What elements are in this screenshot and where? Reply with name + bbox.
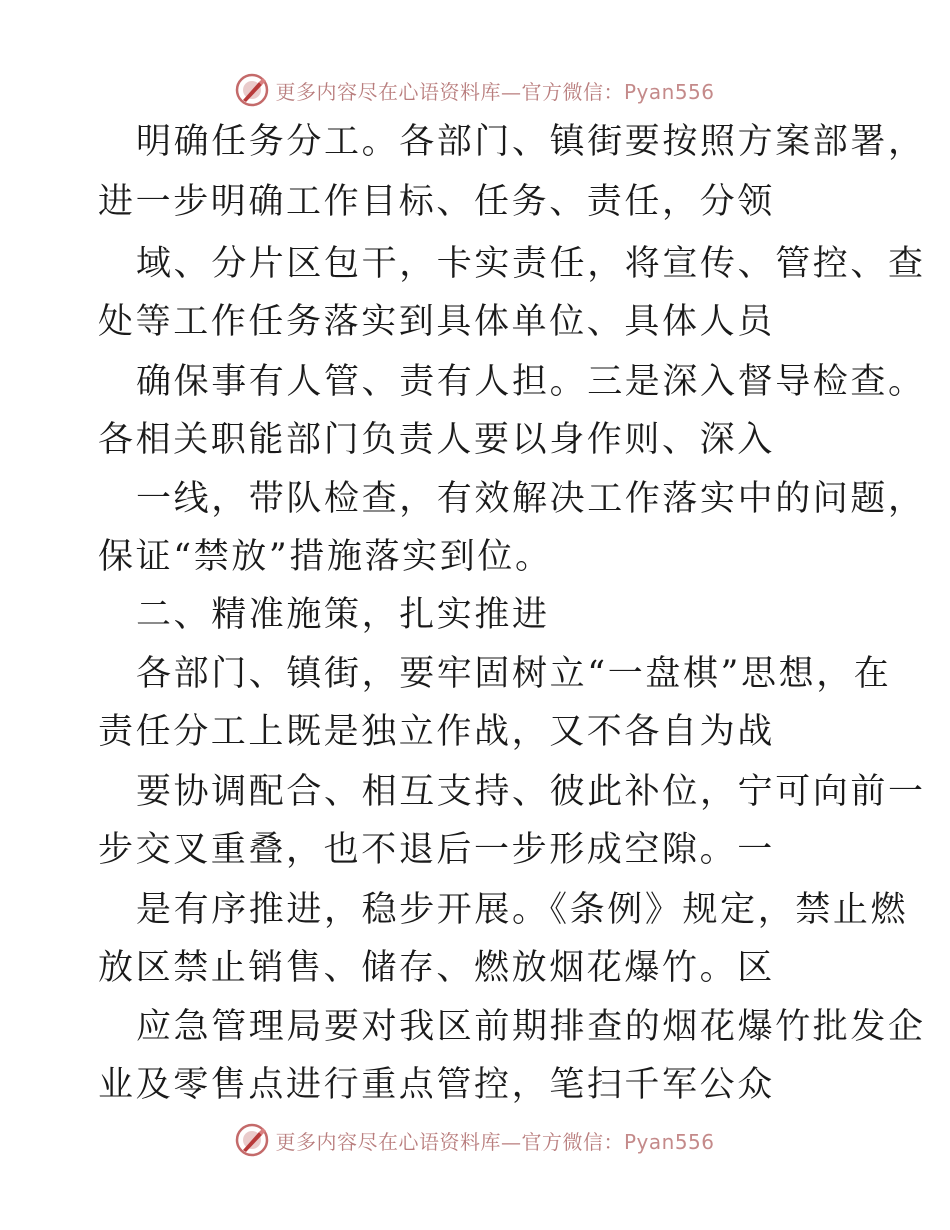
text-line: 域、分片区包干，卡实责任，将宣传、管控、查	[136, 244, 926, 284]
watermark-header	[0, 70, 950, 110]
watermark-text: 更多内容尽在心语资料库—官方微信：Pyan556	[275, 79, 715, 104]
watermark-text: 更多内容尽在心语资料库—官方微信：Pyan556	[275, 1129, 715, 1154]
text-line: 放区禁止销售、储存、燃放烟花爆竹。区	[98, 948, 775, 988]
text-line: 进一步明确工作目标、任务、责任，分领	[98, 182, 775, 222]
pen-logo-icon	[235, 73, 269, 107]
wechat-id: Pyan556	[623, 79, 715, 104]
text-line: 应急管理局要对我区前期排查的烟花爆竹批发企	[136, 1007, 926, 1047]
text-line: 是有序推进，稳步开展。《条例》规定，禁止燃	[136, 890, 909, 930]
text-line: 保证“禁放”措施落实到位。	[98, 537, 553, 577]
text-line: 业及零售点进行重点管控，笔扫千军公众	[98, 1065, 775, 1105]
text-line: 责任分工上既是独立作战，又不各自为战	[98, 712, 775, 752]
text-line: 确保事有人管、责有人担。三是深入督导检查。	[136, 362, 926, 402]
pen-logo-icon	[235, 1123, 269, 1157]
watermark-footer	[0, 1120, 950, 1160]
text-line: 明确任务分工。各部门、镇街要按照方案部署，	[136, 122, 926, 162]
text-line: 一线，带队检查，有效解决工作落实中的问题，	[136, 479, 926, 519]
text-line: 步交叉重叠，也不退后一步形成空隙。一	[98, 830, 775, 870]
text-line: 各部门、镇街，要牢固树立“一盘棋”思想，在	[136, 654, 892, 694]
text-line: 各相关职能部门负责人要以身作则、深入	[98, 420, 775, 460]
section-heading: 二、精准施策，扎实推进	[136, 595, 550, 635]
text-line: 要协调配合、相互支持、彼此补位，宁可向前一	[136, 772, 926, 812]
wechat-id: Pyan556	[623, 1129, 715, 1154]
text-line: 处等工作任务落实到具体单位、具体人员	[98, 302, 775, 342]
